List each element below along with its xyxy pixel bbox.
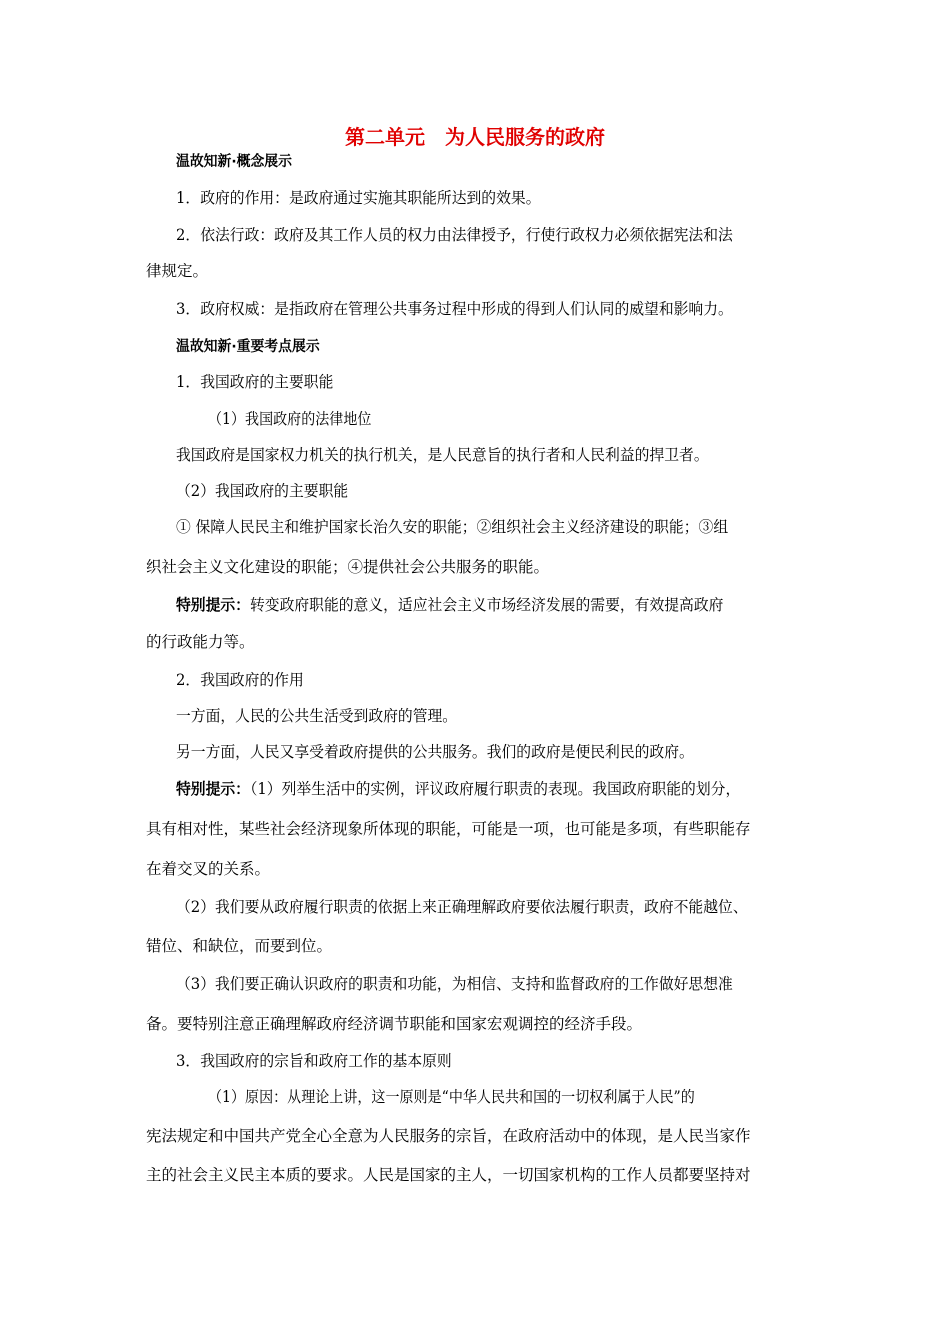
tip-2-line-2: 具有相对性，某些社会经济现象所体现的职能，可能是一项，也可能是多项，有些职能存 <box>146 820 751 838</box>
subsection-3-text-line-2: 宪法规定和中国共产党全心全意为人民服务的宗旨，在政府活动中的体现，是人民当家作 <box>146 1127 751 1145</box>
paragraph-1: 1．政府的作用：是政府通过实施其职能所达到的效果。 <box>176 189 541 207</box>
page-title: 第二单元 为人民服务的政府 <box>345 125 605 149</box>
tip-2-label: 特别提示： <box>176 780 250 798</box>
tip-1-text: 转变政府职能的意义，适应社会主义市场经济发展的需要，有效提高政府 <box>249 596 724 614</box>
tip-1-line-2: 的行政能力等。 <box>146 633 255 651</box>
section-heading-key-points: 温故知新·重要考点展示 <box>176 339 320 355</box>
tip-2-item-3-line-1: （3）我们要正确认识政府的职责和功能，为相信、支持和监督政府的工作做好思想准 <box>176 975 733 993</box>
subsection-1-text-1: 我国政府是国家权力机关的执行机关，是人民意旨的执行者和人民利益的捍卫者。 <box>176 446 709 464</box>
subsection-1-text-2-line-1: ① 保障人民民主和维护国家长治久安的职能；②组织社会主义经济建设的职能；③组 <box>176 518 729 536</box>
tip-1-label: 特别提示： <box>176 596 250 614</box>
subsection-3-text-line-3: 主的社会主义民主本质的要求。人民是国家的主人，一切国家机构的工作人员都要坚持对 <box>146 1166 751 1184</box>
tip-2-item-2-line-1: （2）我们要从政府履行职责的依据上来正确理解政府要依法履行职责，政府不能越位、 <box>176 898 748 916</box>
subsection-1-title: 1．我国政府的主要职能 <box>176 373 334 391</box>
subsection-3-title: 3．我国政府的宗旨和政府工作的基本原则 <box>176 1052 452 1070</box>
tip-2-line-3: 在着交叉的关系。 <box>146 860 271 878</box>
tip-2-item-2-line-2: 错位、和缺位，而要到位。 <box>146 937 333 955</box>
tip-1-line-1 <box>176 595 806 615</box>
tip-2-item-3-line-2: 备。要特别注意正确理解政府经济调节职能和国家宏观调控的经济手段。 <box>146 1015 643 1033</box>
subsection-1-item-2: （2）我国政府的主要职能 <box>176 482 349 500</box>
subsection-3-text-line-1: （1）原因：从理论上讲，这一原则是“中华人民共和国的一切权利属于人民”的 <box>208 1088 695 1106</box>
paragraph-3: 3．政府权威：是指政府在管理公共事务过程中形成的得到人们认同的威望和影响力。 <box>176 300 733 318</box>
tip-2-line-1 <box>176 779 806 799</box>
subsection-2-text-2: 另一方面，人民又享受着政府提供的公共服务。我们的政府是便民利民的政府。 <box>176 743 694 761</box>
paragraph-2-line-2: 律规定。 <box>146 262 209 280</box>
tip-2-text: （1）列举生活中的实例，评议政府履行职责的表现。我国政府职能的划分， <box>249 780 741 798</box>
subsection-1-item-1: （1）我国政府的法律地位 <box>208 410 372 428</box>
section-heading-concepts: 温故知新·概念展示 <box>176 154 292 170</box>
subsection-1-text-2-line-2: 织社会主义文化建设的职能；④提供社会公共服务的职能。 <box>146 558 550 576</box>
subsection-2-text-1: 一方面，人民的公共生活受到政府的管理。 <box>176 707 458 725</box>
paragraph-2-line-1: 2．依法行政：政府及其工作人员的权力由法律授予，行使行政权力必须依据宪法和法 <box>176 226 733 244</box>
subsection-2-title: 2．我国政府的作用 <box>176 671 304 689</box>
